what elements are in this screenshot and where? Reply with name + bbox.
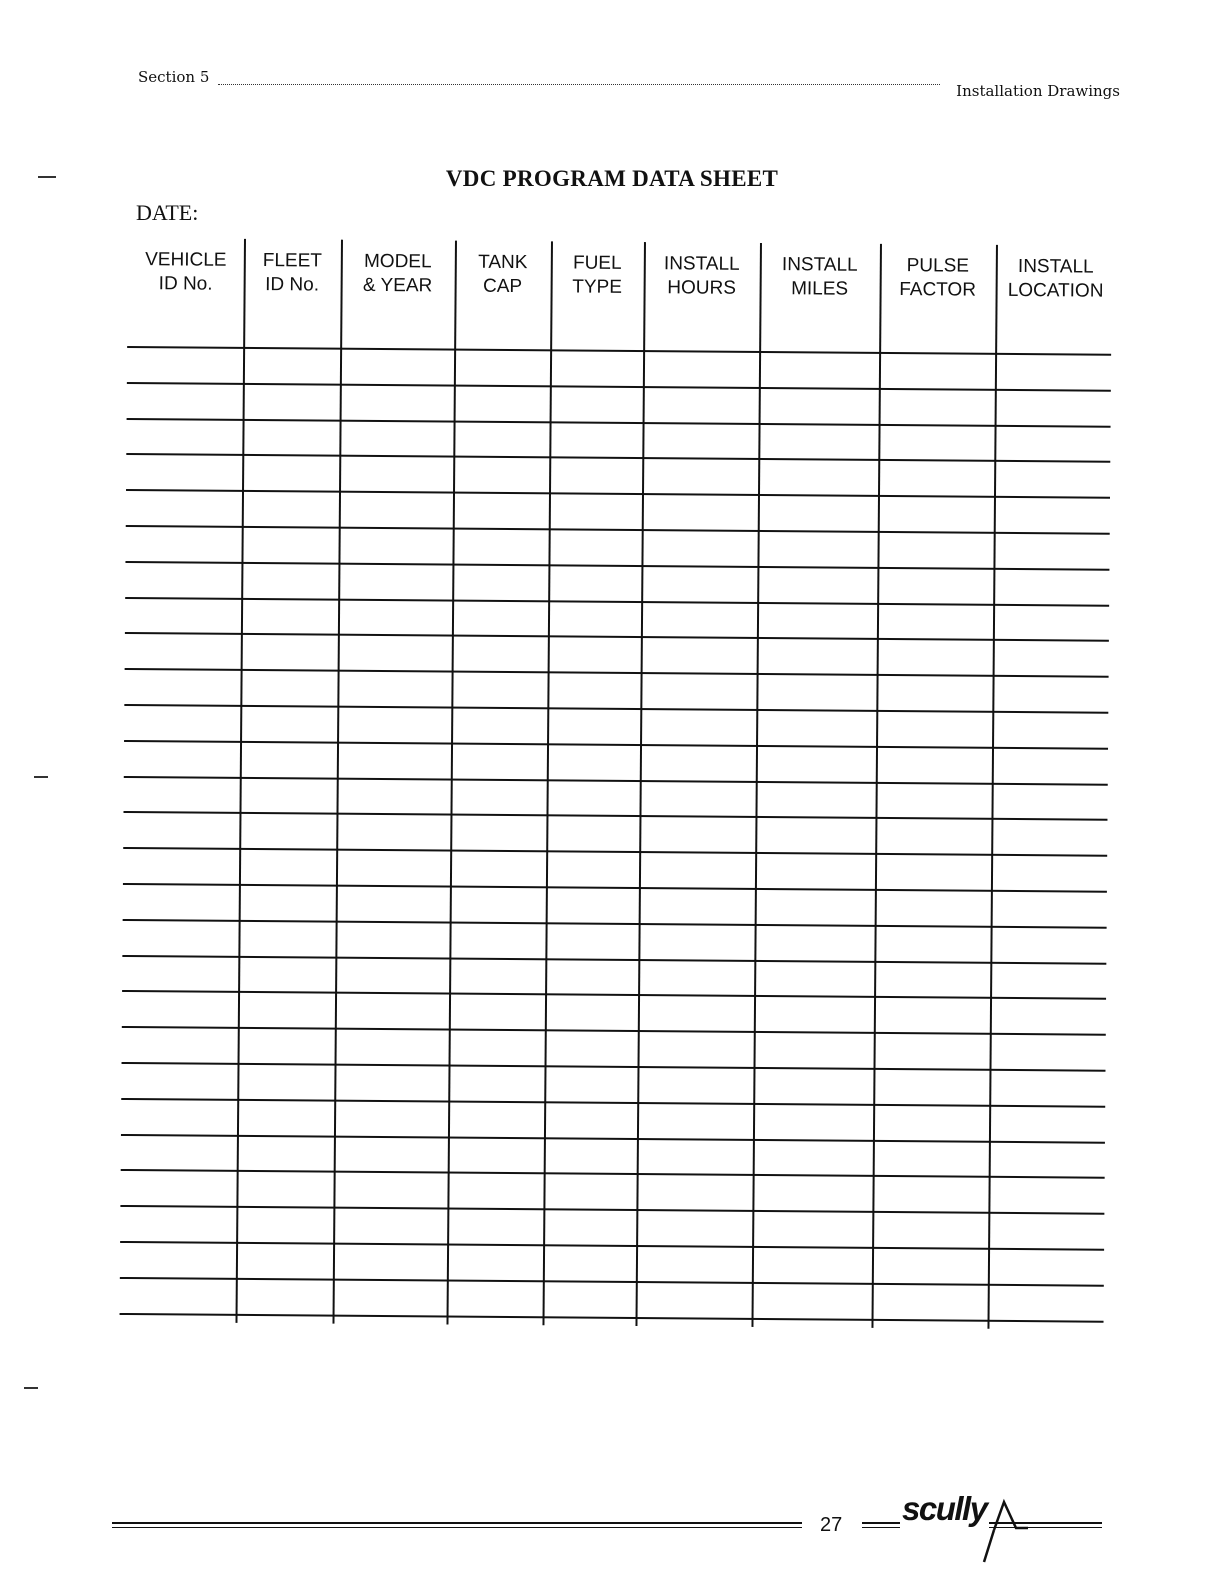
- row-rule: [126, 489, 1110, 499]
- footer-rule: [112, 1527, 802, 1528]
- row-rule: [122, 1062, 1106, 1072]
- column-rule: [635, 242, 646, 1326]
- row-rule: [122, 1026, 1106, 1036]
- column-header-install-hours: INSTALL HOURS: [663, 253, 740, 299]
- row-rule: [125, 561, 1109, 571]
- table-grid: [119, 238, 1111, 1330]
- page-footer: [112, 1490, 1102, 1570]
- row-rule: [120, 1205, 1104, 1215]
- column-rule: [542, 241, 553, 1325]
- page-title: VDC PROGRAM DATA SHEET: [445, 166, 779, 191]
- date-label: DATE:: [136, 200, 199, 225]
- column-rule: [871, 244, 882, 1328]
- row-rule: [123, 883, 1107, 893]
- row-rule: [124, 704, 1108, 714]
- column-header-tank-cap: TANK CAP: [478, 251, 528, 298]
- scully-logo: [900, 1490, 1030, 1566]
- row-rule: [125, 668, 1109, 678]
- row-rule: [127, 418, 1111, 428]
- data-sheet-table: [119, 238, 1111, 1330]
- page-number: 27: [820, 1514, 843, 1536]
- row-rule: [127, 382, 1111, 392]
- page-header: [138, 68, 1120, 100]
- column-header-fuel-type: FUEL TYPE: [572, 252, 623, 298]
- column-rule: [987, 245, 998, 1329]
- column-header-install-location: INSTALL LOCATION: [1007, 255, 1104, 302]
- column-header-fleet-id: FLEET ID No.: [262, 250, 322, 296]
- row-rule: [125, 632, 1109, 642]
- column-header-model-year: MODEL & YEAR: [362, 250, 433, 297]
- section-label: Section 5: [138, 68, 210, 86]
- row-rule: [120, 1313, 1104, 1323]
- row-rule: [125, 597, 1109, 607]
- column-rule: [446, 241, 457, 1325]
- row-rule: [122, 990, 1106, 1000]
- column-header-pulse-factor: PULSE FACTOR: [899, 255, 977, 301]
- header-bottom-rule: [127, 346, 1111, 356]
- column-rule: [751, 243, 762, 1327]
- chapter-label: Installation Drawings: [956, 82, 1120, 100]
- margin-mark: [24, 1387, 38, 1389]
- column-rule: [235, 239, 246, 1323]
- row-rule: [121, 1098, 1105, 1108]
- row-rule: [120, 1277, 1104, 1287]
- row-rule: [121, 1169, 1105, 1179]
- column-header-vehicle-id: VEHICLE ID No.: [145, 249, 227, 295]
- row-rule: [122, 955, 1106, 965]
- footer-rule: [112, 1522, 802, 1524]
- margin-mark: [34, 776, 48, 778]
- row-rule: [124, 776, 1108, 786]
- row-rule: [126, 525, 1110, 535]
- row-rule: [124, 740, 1108, 750]
- row-rule: [123, 811, 1107, 821]
- row-rule: [123, 919, 1107, 929]
- row-rule: [121, 1134, 1105, 1144]
- logo-text: scully: [902, 1490, 987, 1527]
- row-rule: [123, 847, 1107, 857]
- column-header-install-miles: INSTALL MILES: [781, 254, 858, 300]
- dotted-leader: [218, 84, 940, 85]
- column-rule: [332, 240, 343, 1324]
- row-rule: [126, 453, 1110, 463]
- row-rule: [120, 1241, 1104, 1251]
